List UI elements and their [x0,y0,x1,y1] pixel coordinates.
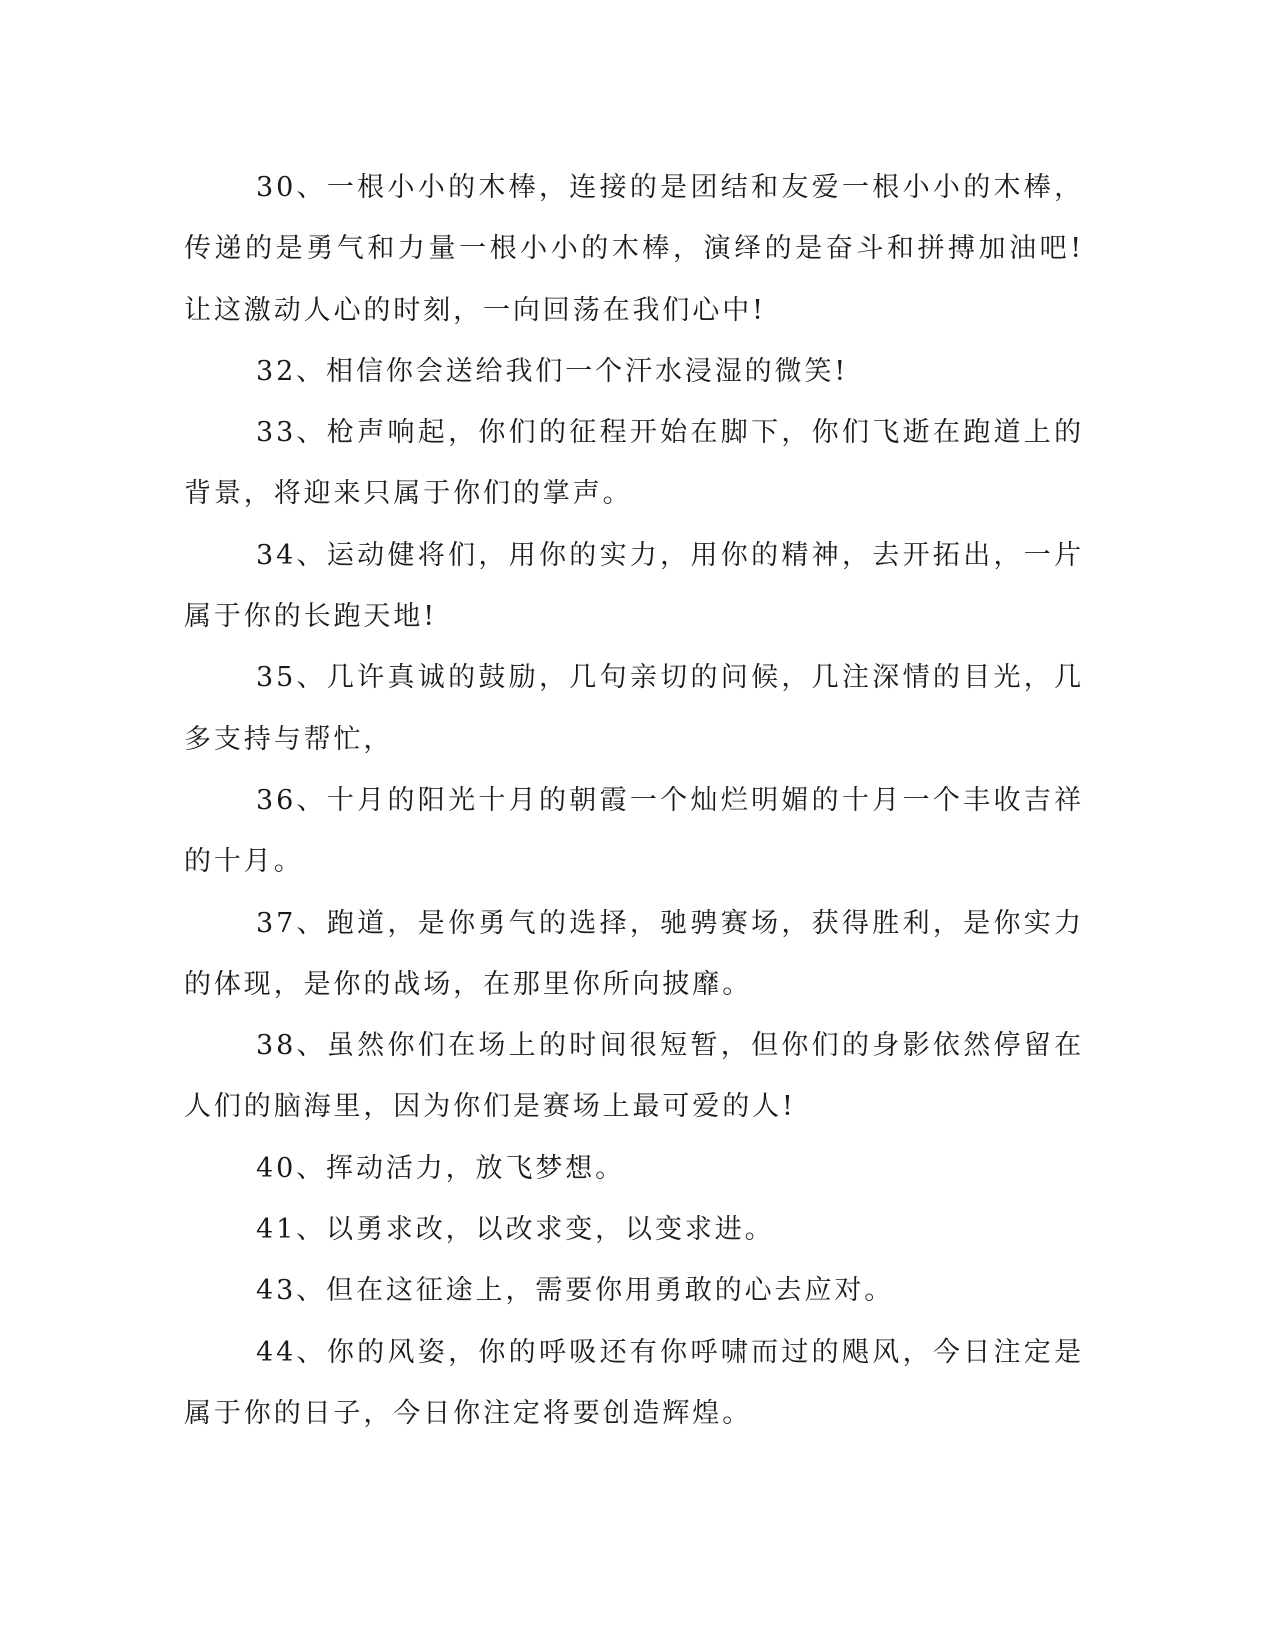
paragraph-32: 32、相信你会送给我们一个汗水浸湿的微笑! [256,355,849,387]
paragraph-33: 33、枪声响起，你们的征程开始在脚下，你们飞逝在跑道上的背景，将迎来只属于你们的掌声。 [184,417,1084,510]
paragraph-43: 43、但在这征途上，需要你用勇敢的心去应对。 [256,1275,895,1307]
paragraph-35: 35、几许真诚的鼓励，几句亲切的问候，几注深情的目光，几多支持与帮忙， [184,662,1084,755]
paragraph-34: 34、运动健将们，用你的实力，用你的精神，去开拓出，一片属于你的长跑天地! [184,539,1084,633]
paragraph-41: 41、以勇求改，以改求变，以变求进。 [256,1214,775,1246]
paragraph-30: 30、一根小小的木棒，连接的是团结和友爱一根小小的木棒，传递的是勇气和力量一根小小的木棒，演绎的是奋斗和拼搏加油吧!让这激动人心的时刻，一向回荡在我们心中! [184,172,1084,326]
document-body [184,157,1084,1444]
paragraph-36: 36、十月的阳光十月的朝霞一个灿烂明媚的十月一个丰收吉祥的十月。 [184,784,1084,878]
paragraph-40: 40、挥动活力，放飞梦想。 [256,1152,626,1184]
paragraph-37: 37、跑道，是你勇气的选择，驰骋赛场，获得胜利，是你实力的体现，是你的战场，在那里你所向披靡。 [184,907,1084,1000]
paragraph-44: 44、你的风姿，你的呼吸还有你呼啸而过的飓风，今日注定是属于你的日子，今日你注定将要创造辉煌。 [184,1336,1084,1429]
paragraph-38: 38、虽然你们在场上的时间很短暂，但你们的身影依然停留在人们的脑海里，因为你们是赛场上最可爱的人! [184,1030,1084,1123]
